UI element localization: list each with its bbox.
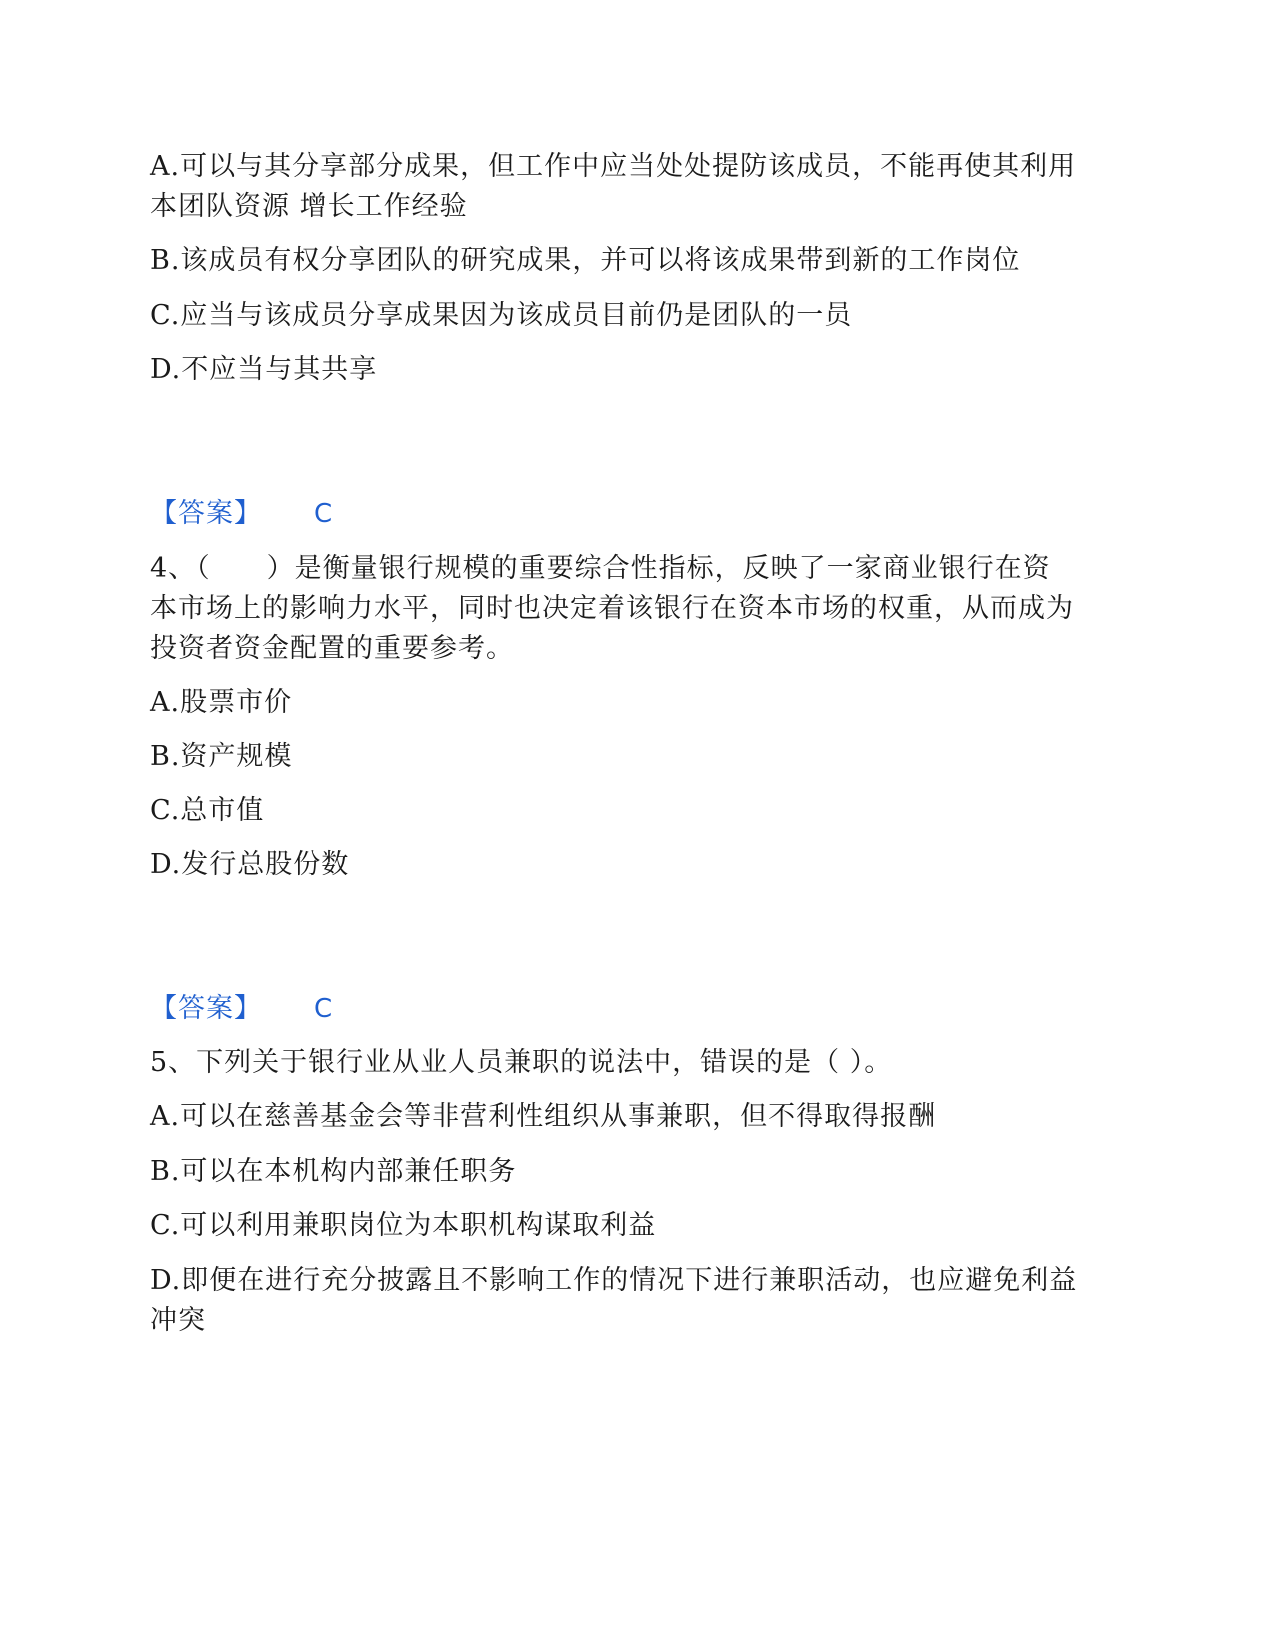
- q5-option-d-line1: D.即便在进行充分披露且不影响工作的情况下进行兼职活动，也应避免利益: [150, 1265, 1078, 1296]
- q4-answer-value: C: [314, 994, 333, 1024]
- q3-option-d: D.不应当与其共享: [150, 354, 378, 385]
- q3-option-b: B.该成员有权分享团队的研究成果，并可以将该成果带到新的工作岗位: [150, 245, 1021, 276]
- q3-option-c: C.应当与该成员分享成果因为该成员目前仍是团队的一员: [150, 300, 853, 331]
- q4-stem-line1: 4、（ ）是衡量银行规模的重要综合性指标，反映了一家商业银行在资: [150, 553, 1051, 584]
- q5-stem: 5、下列关于银行业从业人员兼职的说法中，错误的是（ ）。: [150, 1047, 893, 1078]
- q4-stem-line2: 本市场上的影响力水平，同时也决定着该银行在资本市场的权重，从而成为: [150, 593, 1074, 624]
- q5-option-d-line2: 冲突: [150, 1305, 206, 1336]
- q4-option-a: A.股票市价: [150, 687, 293, 718]
- q3-option-a-line1: A.可以与其分享部分成果，但工作中应当处处提防该成员，不能再使其利用: [150, 151, 1077, 182]
- q4-option-c: C.总市值: [150, 795, 265, 826]
- q4-answer-tag: 【答案】: [150, 993, 262, 1024]
- q4-option-b: B.资产规模: [150, 741, 293, 772]
- q4-option-d: D.发行总股份数: [150, 849, 350, 880]
- q5-option-c: C.可以利用兼职岗位为本职机构谋取利益: [150, 1210, 657, 1241]
- q5-option-a: A.可以在慈善基金会等非营利性组织从事兼职，但不得取得报酬: [150, 1101, 937, 1132]
- q3-answer: [150, 494, 332, 534]
- q3-option-a-line2: 本团队资源 增长工作经验: [150, 191, 468, 222]
- q5-option-b: B.可以在本机构内部兼任职务: [150, 1156, 517, 1187]
- q4-answer: [150, 989, 332, 1029]
- q3-answer-tag: 【答案】: [150, 498, 262, 529]
- q3-answer-value: C: [314, 499, 333, 529]
- q4-stem-line3: 投资者资金配置的重要参考。: [150, 633, 514, 664]
